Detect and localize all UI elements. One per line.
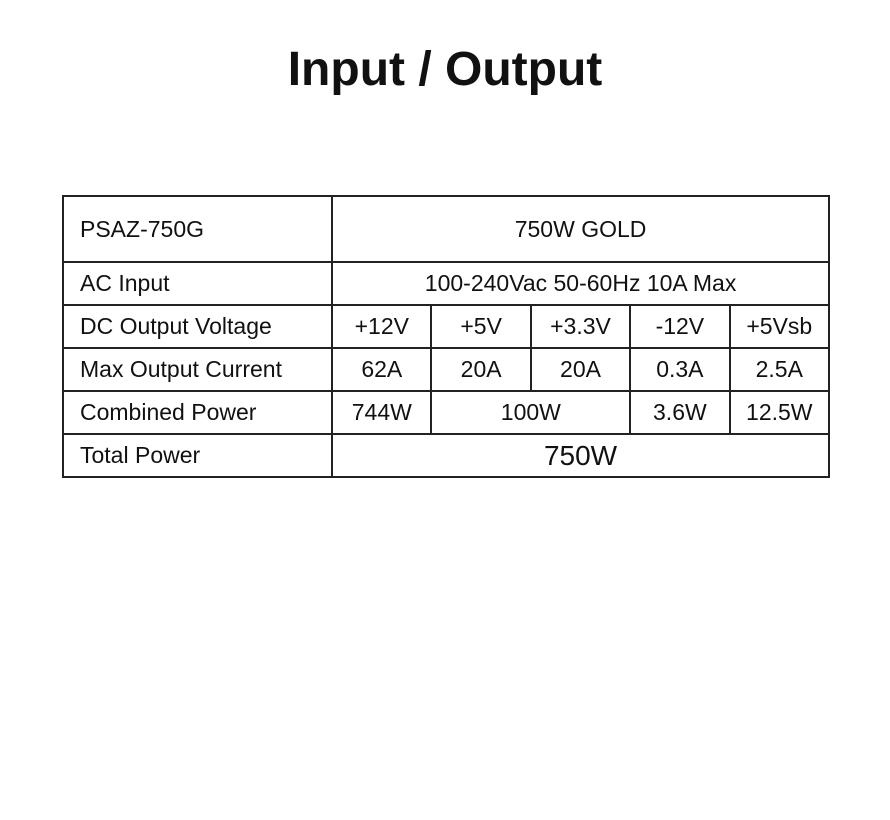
current-5v: 20A xyxy=(431,348,530,391)
current-12v: 62A xyxy=(332,348,431,391)
combined-power-5vsb: 12.5W xyxy=(730,391,829,434)
ac-input-value: 100-240Vac 50-60Hz 10A Max xyxy=(332,262,829,305)
voltage-12v: +12V xyxy=(332,305,431,348)
ac-input-label: AC Input xyxy=(63,262,332,305)
combined-power-12v: 744W xyxy=(332,391,431,434)
io-spec-table xyxy=(62,195,830,478)
total-power-value: 750W xyxy=(332,434,829,477)
page-title: Input / Output xyxy=(287,43,603,96)
table-row-ac-input xyxy=(63,262,829,305)
voltage-5vsb: +5Vsb xyxy=(730,305,829,348)
current-3v3: 20A xyxy=(531,348,630,391)
model-value: 750W GOLD xyxy=(332,196,829,262)
total-power-label: Total Power xyxy=(63,434,332,477)
table-row-total-power xyxy=(63,434,829,477)
current-5vsb: 2.5A xyxy=(730,348,829,391)
table-row-dc-output-voltage xyxy=(63,305,829,348)
dc-output-voltage-label: DC Output Voltage xyxy=(63,305,332,348)
combined-power-neg12v: 3.6W xyxy=(630,391,729,434)
table-row-combined-power xyxy=(63,391,829,434)
voltage-neg12v: -12V xyxy=(630,305,729,348)
voltage-3v3: +3.3V xyxy=(531,305,630,348)
max-output-current-label: Max Output Current xyxy=(63,348,332,391)
voltage-5v: +5V xyxy=(431,305,530,348)
table-row-model xyxy=(63,196,829,262)
current-neg12v: 0.3A xyxy=(630,348,729,391)
combined-power-5v-3v3: 100W xyxy=(431,391,630,434)
model-label: PSAZ-750G xyxy=(63,196,332,262)
table-row-max-output-current xyxy=(63,348,829,391)
combined-power-label: Combined Power xyxy=(63,391,332,434)
